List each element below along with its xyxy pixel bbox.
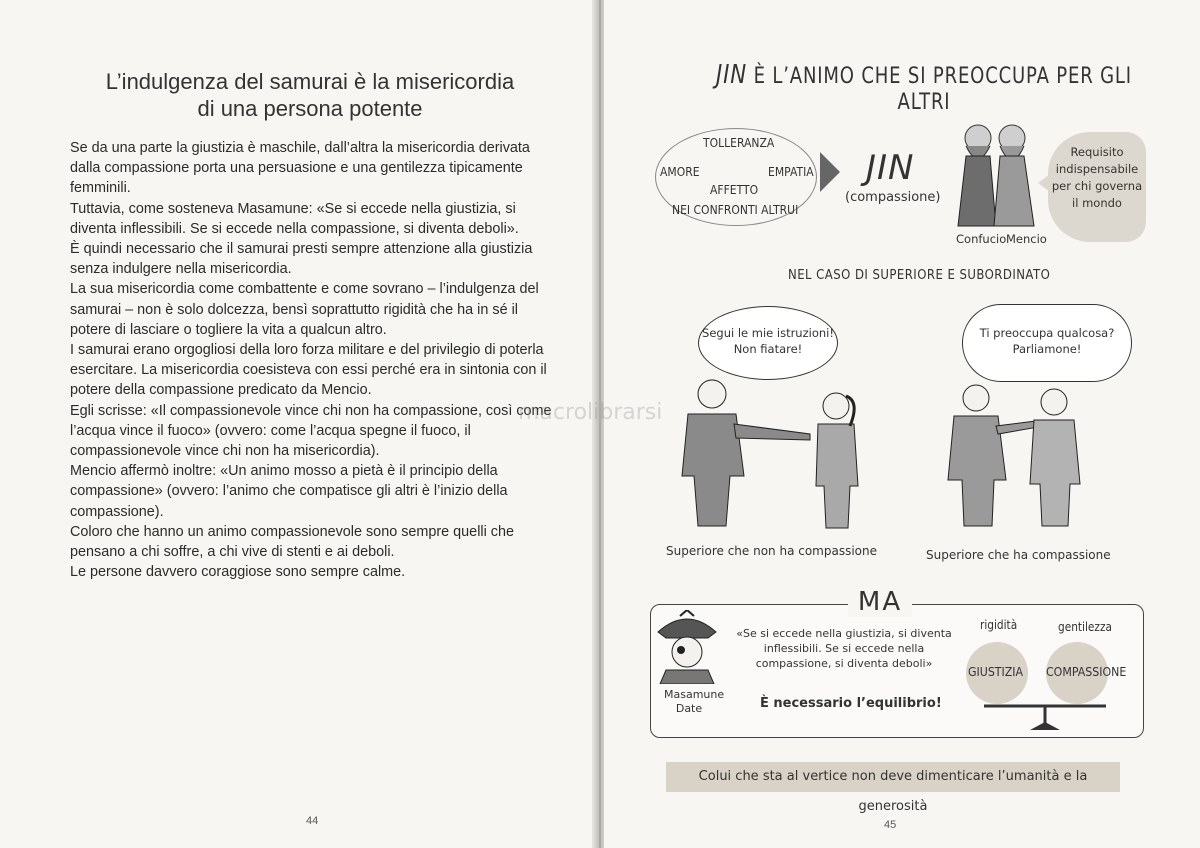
- speech-bubble-left: [698, 306, 838, 380]
- page-number-left: 44: [306, 815, 319, 827]
- scene-without-compassion: [660, 376, 880, 531]
- caption-superior-with-compassion: Superiore che ha compassione: [926, 548, 1111, 562]
- requirement-line: il mondo: [1072, 196, 1122, 210]
- requirement-line: indispensabile: [1055, 162, 1139, 176]
- label-compassione: COMPASSIONE: [1046, 664, 1127, 679]
- title-rest: È L’ANIMO CHE SI PREOCCUPA PER GLI ALTRI: [747, 64, 1132, 115]
- word-nei-confronti-altrui: NEI CONFRONTI ALTRUI: [672, 203, 799, 217]
- caption-superior-without-compassion: Superiore che non ha compassione: [666, 544, 878, 558]
- masamune-surname: Date: [675, 702, 703, 715]
- ma-heading: MA: [848, 587, 912, 617]
- footer-statement: Colui che sta al vertice non deve dimenticare l’umanità e la generosità: [666, 762, 1120, 792]
- title-jin: JIN: [716, 60, 748, 90]
- title-line-1: L’indulgenza del samurai è la misericordia: [105, 69, 515, 94]
- paragraph: Se da una parte la giustizia è maschile, dall’altra la misericordia derivata dalla compassione porta una persuasione e una gentilezza tipicamente femminili.: [70, 140, 530, 197]
- speech-bubble-right: [962, 304, 1132, 382]
- section-subtitle: NEL CASO DI SUPERIORE E SUBORDINATO: [788, 268, 1051, 283]
- arrow-icon: [820, 152, 840, 192]
- jin-subtitle: (compassione): [845, 190, 941, 205]
- masamune-portrait: [654, 610, 720, 684]
- left-page-body: [70, 138, 555, 582]
- paragraph: La sua misericordia come combattente e come sovrano – l’indulgenza del samurai – non è solo dolcezza, bensì soprattutto rigidità che ha in sé il potere di lasciare o togliere la vita a qualcun altro.: [70, 281, 539, 338]
- balance-statement: È necessario l’equilibrio!: [760, 696, 942, 711]
- scene-with-compassion: [936, 380, 1096, 530]
- confucio-mencio-illustration: [944, 116, 1044, 234]
- requirement-line: per chi governa: [1051, 179, 1143, 193]
- label-rigidita: rigidità: [980, 618, 1018, 632]
- bubble-line: Non fiatare!: [733, 342, 803, 356]
- caption-confucio: Confucio: [956, 232, 1007, 246]
- word-amore: AMORE: [660, 165, 700, 179]
- paragraph: Mencio affermò inoltre: «Un animo mosso a pietà è il principio della compassione» (ovvero: l’animo che compatisce gli altri è l’inizio della compassione).: [70, 463, 508, 520]
- word-tolleranza: TOLLERANZA: [703, 136, 775, 150]
- paragraph: Coloro che hanno un animo compassionevole sono sempre quelli che pensano a chi soffre, a chi vive di stenti e ai deboli.: [70, 523, 514, 561]
- bubble-line: Segui le mie istruzioni!: [702, 326, 834, 340]
- balance-scale-icon: [980, 700, 1110, 732]
- left-page-title: [60, 68, 560, 122]
- paragraph: Tuttavia, come sosteneva Masamune: «Se si eccede nella giustizia, si diventa inflessibili. Se si eccede nella compassione, si diventa deboli».: [70, 200, 519, 237]
- left-page: [0, 0, 596, 848]
- bubble-line: Parliamone!: [1012, 342, 1082, 356]
- masamune-name: Masamune: [664, 688, 725, 701]
- paragraph: Le persone davvero coraggiose sono sempre calme.: [70, 564, 406, 581]
- page-number-right: 45: [884, 819, 897, 831]
- requirement-note: [1048, 132, 1146, 242]
- bubble-line: Ti preoccupa qualcosa?: [979, 326, 1115, 340]
- word-affetto: AFFETTO: [710, 183, 759, 197]
- paragraph: È quindi necessario che il samurai presti sempre attenzione alla giustizia senza indulgere nella misericordia.: [70, 241, 533, 278]
- word-empatia: EMPATIA: [768, 165, 814, 179]
- paragraph: Egli scrisse: «Il compassionevole vince chi non ha compassione, così come l’acqua vince il fuoco» (ovvero: come l’acqua spegne il fuoco, il compassionevole vince chi non ha misericordia).: [70, 402, 552, 460]
- label-giustizia: GIUSTIZIA: [968, 664, 1024, 679]
- title-line-2: di una persona potente: [197, 96, 423, 121]
- requirement-line: Requisito: [1070, 145, 1124, 159]
- caption-mencio: Mencio: [1006, 232, 1047, 246]
- paragraph: I samurai erano orgogliosi della loro forza militare e del privilegio di poterla esercitare. La misericordia coesisteva con essi perché era in sintonia con il potere della compassione predicato da Mencio.: [70, 342, 547, 399]
- jin-label: JIN: [866, 148, 915, 188]
- right-page-title: [711, 60, 1137, 115]
- label-gentilezza: gentilezza: [1058, 620, 1112, 634]
- watermark: macrolibrarsi: [518, 400, 663, 425]
- masamune-caption: [664, 688, 725, 716]
- masamune-quote: «Se si eccede nella giustizia, si diventa inflessibili. Se si eccede nella compassione, si diventa deboli»: [736, 627, 952, 670]
